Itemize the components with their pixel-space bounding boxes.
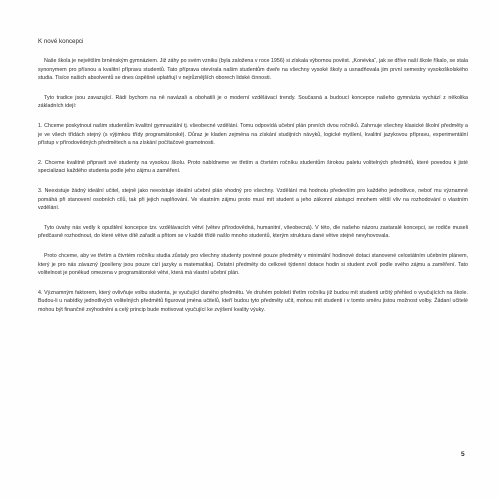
paragraph-point-3: 3. Neexistuje žádný ideální učitel, stejně jako neexistuje ideální učební plán vhodný pro všechny. Vzdělání má hodnotu především pro každého jednotlivce, neboť mu významně pomáhá při stanovení osobních cílů, tak při jejich naplňování. Ve vlastním zájmu proto musí mít student a jeho zákonní zástupci mnohem větší vliv na rozhodování o vlastním vzdělání. bbox=[38, 187, 468, 212]
document-body bbox=[38, 38, 468, 325]
paragraph-branches: Tyto úvahy nás vedly k opuštění koncepce tzv. vzdělávacích větví (větev přírodovědná, humanitní, všeobecná). V této, dle našeho názoru zastaralé koncepci, se rodiče museli předčasně rozhodnout, do které větve dítě zařadit a přitom se v každé třídě našlo mnoho studentů, kterým struktura dané větve stejně nevyhovovala. bbox=[38, 224, 468, 240]
paragraph-intro: Naše škola je největším brněnským gymnáziem. Již záhy po svém vzniku (byla založena v roce 1956) si získala výbornou pověst. „Konévka“, jak se dříve naší škole říkalo, se stala synonymem pro přísnou a kvalitní přípravu studentů. Tato příprava otevírala našim studentům dveře na všechny vysoké školy a usnadňovala jim první semestry vysokoškolského studia. Tisíce našich absolventů se dnes úspěšně uplatňují v nejrůznějších oborech lidské činnosti. bbox=[38, 58, 468, 82]
paragraph-point-1: 1. Chceme poskytnout našim studentům kvalitní gymnaziální tj. všeobecné vzdělání. Tomu odpovídá učební plán prvních dvou ročníků. Zahrnuje všechny klasické školní předměty a je ve všech třídách stejný (s výjimkou třídy programátorské). Důraz je kladen zejména na získání studijních návyků, logické myšlení, kvalitní jazykovou přípravu, experimentální přístup v přírodovědných předmětech a na získání počítačové gramotnosti. bbox=[38, 122, 468, 147]
paragraph-point-2: 2. Chceme kvalitně připravit své studenty na vysokou školu. Proto nabídneme ve třetím a čtvrtém ročníku studentům širokou paletu volitelných předmětů, které povedou k jisté specializaci každého studenta podle jeho zájmu a zaměření. bbox=[38, 159, 468, 175]
paragraph-traditions: Tyto tradice jsou zavazující. Rádi bychom na ně navázali a obohatili je o moderní vzdělávací trendy. Současná a budoucí koncepce našeho gymnázia vychází z několika základních idejí: bbox=[38, 94, 468, 110]
page-number: 5 bbox=[461, 451, 465, 458]
paragraph-point-4: 4. Významným faktorem, který ovlivňuje volbu studenta, je vyučující daného předmětu. Ve druhém pololetí třetím ročníku již budou mít studenti určitý přehled o vyučujících na škole. Budou-li u nabídky jednotlivých volitelných předmětů figurovat jména učitelů, kteří budou tyto předměty učit, mohou mít studenti i v tomto směru jistou možnost volby. Žádaní učitelé mohou být finančně zvýhodněni a celý princip bude motivovat vyučující ke zvýšení kvality výuky. bbox=[38, 289, 468, 313]
section-heading: K nové koncepci bbox=[38, 38, 84, 45]
paragraph-electives: Proto chceme, aby ve třetím a čtvrtém ročníku studia zůstaly pro všechny studenty povinné pouze předměty v minimální hodinové dotaci stanovené celostátním učebním plánem, který je pro nás závazný (posíleny jsou pouze cizí jazyky a matematika). Ostatní předměty do celkové týdenní dotace hodin si student zvolí podle svého zájmu a zaměření. Tato volitelnost je poněkud omezena v programátorské větvi, která má vlastní učební plán. bbox=[38, 252, 468, 277]
